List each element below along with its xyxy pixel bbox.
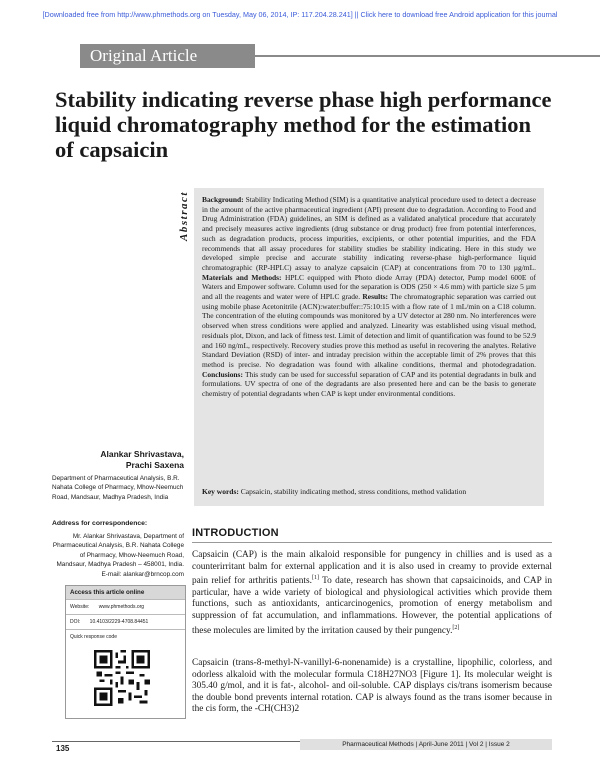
intro-text-b: To date, research has shown that capsaicinoids, and CAP in particular, have a wide variety of biological and physiological activities which provide them functions, such as antioxidants, anticarcinogenics, promotion of energy metabolism and suppression of fat accumulation, and inflammations. However, the potential applications of these molecules are limited by the irritation caused by their pungency.	[192, 576, 552, 636]
abstract-side-label	[176, 188, 192, 248]
keywords	[202, 487, 542, 496]
website-label: Website:	[70, 604, 90, 610]
abstract-background-label: Background:	[202, 195, 244, 204]
abstract-methods-label: Materials and Methods:	[202, 272, 282, 282]
abstract-text	[202, 195, 536, 399]
correspondence-address: Mr. Alankar Shrivastava, Department of Pharmaceutical Analysis, B.R. Nahata College of Pharmacy, Mhow-Neemuch Road, Mandsaur, Madhya Pradesh – 458001, India. E-mail: alankar@brncop.com	[52, 533, 184, 578]
abstract-methods: HPLC equipped with Photo diode Array (PDA) detector, Pump model 600E of Waters and Empower software. Column used for the separation is ODS (250 × 4.6 mm) with particle size 5 µm and all the reagents and water were of HPLC grade.	[202, 272, 536, 302]
author-list	[52, 449, 184, 471]
access-qr-row	[66, 629, 185, 644]
intro-paragraph-2: Capsaicin (trans-8-methyl-N-vanillyl-6-nonenamide) is a crystalline, lipophilic, colorless, and odorless alkaloid with the molecular formula C18H27NO3 [Figure 1]. Its molecular weight is 305.40 g/mol, and it is fat-, alcohol- and oil-soluble. CAP displays cis/trans isomerism because the double bond prevents internal rotation. CAP is always found as the trans isomer because in the cis form, the -CH(CH3)2	[192, 658, 552, 715]
quick-response-label: Quick response code	[70, 634, 117, 640]
author-name: Prachi Saxena	[125, 460, 184, 470]
abstract-conclusions: This study can be used for successful separation of CAP and its potential degradants in bulk and formulations. UV spectra of one of the degradants are also presented here and can be the basis to generate chemistry of potential degradants when CAP is kept under environmental conditions.	[202, 369, 536, 399]
abstract-conclusions-label: Conclusions:	[202, 369, 243, 379]
page-number: 135	[56, 744, 70, 753]
correspondence-heading: Address for correspondence:	[52, 520, 148, 527]
citation-2[interactable]: [2]	[452, 624, 460, 631]
download-banner[interactable]: [Downloaded free from http://www.phmethods.org on Tuesday, May 06, 2014, IP: 117.204.28.241] || Click here to download free Android application for this journal	[42, 10, 558, 19]
author-name: Alankar Shrivastava,	[100, 449, 184, 459]
access-box-header: Access this article online	[66, 586, 185, 599]
doi-link[interactable]: 10.4103/2229-4708.84451	[89, 619, 149, 625]
website-link[interactable]: www.phmethods.org	[98, 604, 145, 610]
doi-label: DOI:	[70, 619, 81, 625]
access-website-row	[66, 599, 185, 614]
section-heading: INTRODUCTION	[192, 527, 279, 539]
access-doi-row	[66, 614, 185, 629]
abstract-results: The chromatographic separation was carried out using mobile phase Acetonitrile (ACN):water:buffer::75:10:15 with a flow rate of 1 mL/min on a C18 column. The concentration of the eluting compounds was monitored by a UV detector at 280 nm. No interferences were observed when stress conditions were applied and analyzed. Linearity was established using visual method, residuals plot, Dixon, and lack of fitness test. Limit of detection and limit of quantification was found to be 52.9 and 160 ng/mL, respectively. Recovery studies prove this method as useful in recovering the analytes. Relative Standard Deviation (RSD) of inter- and intraday precision within the acceptable limit of 2% proves that this method is precise. No degradation was found with alkaline conditions, thermal and photodegradation.	[202, 292, 537, 369]
author-affiliation: Department of Pharmaceutical Analysis, B.R. Nahata College of Pharmacy, Mhow-Neemuch Road, Mandsaur, Madhya Pradesh, India	[52, 475, 184, 501]
keywords-label: Key words:	[202, 487, 239, 496]
keywords-text: Capsaicin, stability indicating method, stress conditions, method validation	[240, 487, 467, 496]
intro-paragraph-1	[192, 550, 552, 637]
qr-code-icon[interactable]	[94, 650, 150, 706]
article-type-label: Original Article	[80, 44, 255, 68]
abstract-side-text: Abstract	[178, 191, 190, 241]
access-article-box	[65, 585, 186, 719]
abstract-background: Stability Indicating Method (SIM) is a quantitative analytical procedure used to detect a decrease in the amount of the active pharmaceutical ingredient (API) present due to degradation. According to Food and Drug Administration (FDA) guidelines, an SIM is defined as a validated analytical procedure that accurately and precisely measures active ingredients (drug substance or drug product) free from potential interferences, such as degradation products, process impurities, excipients, or other potential impurities, and the FDA recommends that all assay procedures for stability studies be stability indicating. Here in this study we developed simple precise and accurate stability indicating reverse-phase high-performance liquid chromatographic (RP-HPLC) assay to analyze capsaicin (CAP) at concentrations from 70 to 130 µg/mL.	[202, 195, 537, 272]
section-heading-rule	[192, 542, 552, 543]
header-rule	[255, 55, 600, 57]
intro-text-a: Capsaicin (CAP) is the main alkaloid responsible for pungency in chillies and is used as a counterirritant balm for external application and it is also used in creamy to provide external pain relief for arthritis patients.	[192, 550, 552, 587]
abstract-results-label: Results:	[362, 292, 389, 302]
abstract-box	[194, 188, 544, 506]
article-title: Stability indicating reverse phase high performance liquid chromatography method for the estimation of capsaicin	[55, 87, 552, 162]
citation-1[interactable]: [1]	[311, 575, 319, 582]
footer-journal-info: Pharmaceutical Methods | April-June 2011 | Vol 2 | Issue 2	[300, 739, 552, 750]
